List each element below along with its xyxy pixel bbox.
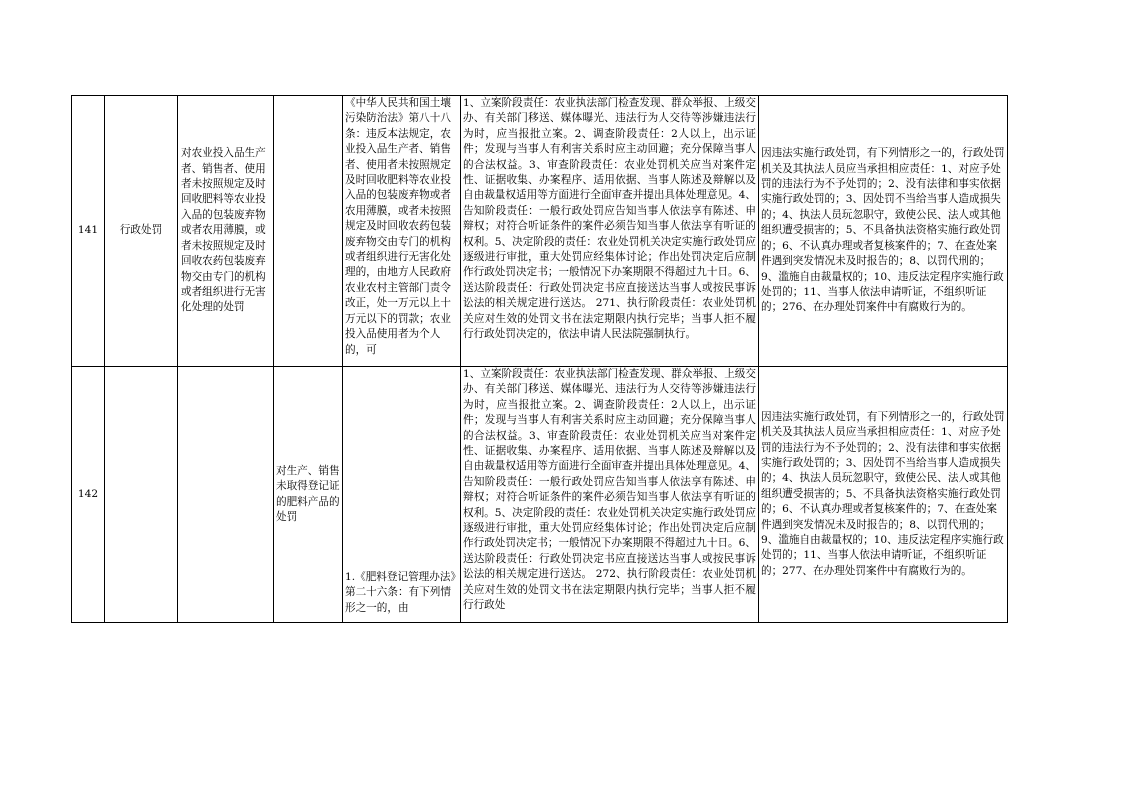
row-category: 行政处罚 [105, 96, 178, 367]
row-accountability [759, 367, 1008, 623]
row-responsibility [461, 367, 759, 623]
row-responsibility [461, 96, 759, 367]
row-item-text: 对农业投入品生产者、销售者、使用者未按照规定及时回收肥料等农业投入品的包装废弃物或者农用薄膜，或者未按照规定及时回收农药包装废弃物交由专门的机构或者组织进行无害化处理的处罚 [181, 147, 266, 314]
row-sub-item-text: 对生产、销售未取得登记证的肥料产品的处罚 [276, 464, 340, 523]
row-item-name [178, 367, 274, 623]
row-sub-item [274, 96, 343, 367]
row-responsibility-text: 1、立案阶段责任：农业执法部门检查发现、群众举报、上级交办、有关部门移送、媒体曝光、违法行为人交待等涉嫌违法行为时，应当报批立案。2、调查阶段责任：2人以上，出示证件；发现与当事人有利害关系时应主动回避；充分保障当事人的合法权益。3、审查阶段责任：农业处罚机关应当对案件定性、证据收集、办案程序、适用依据、当事人陈述及辩解以及自由裁量权适用等方面进行全面审查并提出具体处理意见。4、告知阶段责任：一般行政处罚应告知当事人依法享有陈述、申辩权；对符合听证条件的案件必须告知当事人依法享有听证的权利。5、决定阶段的责任：农业处罚机关决定实施行政处罚应逐级进行审批，重大处罚应经集体讨论；作出处罚决定后应制作行政处罚决定书；一般情况下办案期限不得超过九十日。6、送达阶段责任：行政处罚决定书应直接送达当事人或按民事诉讼法的相关规定进行送达。 272、执行阶段责任：农业处罚机关应对生效的处罚文书在法定期限内执行完毕；当事人拒不履行行政处 [463, 368, 756, 612]
row-accountability-text: 因违法实施行政处罚，有下列情形之一的，行政处罚机关及其执法人员应当承担相应责任：1、对应予处罚的违法行为不予处罚的；2、没有法律和事实依据实施行政处罚的；3、因处罚不当给当事人造成损失的；4、执法人员玩忽职守，致使公民、法人或其他组织遭受损害的；5、不具备执法资格实施行政处罚的；6、不认真办理或者复核案件的；7、在查处案件遇到突发情况未及时报告的；8、以罚代刑的；9、滥施自由裁量权的；10、违反法定程序实施行政处罚的；11、当事人依法申请听证，不组织听证的；277、在办理处罚案件中有腐败行为的。 [761, 410, 1005, 577]
row-legal-basis-text: 1.《肥料登记管理办法》第二十六条：有下列情形之一的，由 [345, 571, 456, 614]
row-legal-basis [343, 96, 461, 367]
table-row [72, 96, 1008, 367]
duty-table [71, 95, 1008, 623]
row-number: 142 [72, 367, 105, 623]
row-responsibility-text: 1、立案阶段责任：农业执法部门检查发现、群众举报、上级交办、有关部门移送、媒体曝光、违法行为人交待等涉嫌违法行为时，应当报批立案。2、调查阶段责任：2人以上，出示证件；发现与当事人有利害关系时应主动回避；充分保障当事人的合法权益。3、审查阶段责任：农业处罚机关应当对案件定性、证据收集、办案程序、适用依据、当事人陈述及辩解以及自由裁量权适用等方面进行全面审查并提出具体处理意见。4、告知阶段责任：一般行政处罚应告知当事人依法享有陈述、申辩权；对符合听证条件的案件必须告知当事人依法享有听证的权利。5、决定阶段的责任：农业处罚机关决定实施行政处罚应逐级进行审批，重大处罚应经集体讨论；作出处罚决定后应制作行政处罚决定书；一般情况下办案期限不得超过九十日。6、送达阶段责任：行政处罚决定书应直接送达当事人或按民事诉讼法的相关规定进行送达。 271、执行阶段责任：农业处罚机关应对生效的处罚文书在法定期限内执行完毕；当事人拒不履行行政处罚决定的，依法申请人民法院强制执行。 [463, 97, 756, 341]
row-sub-item [274, 367, 343, 623]
row-legal-basis-text: 《中华人民共和国土壤污染防治法》第八十八条：违反本法规定，农业投入品生产者、销售者、使用者未按照规定及时回收肥料等农业投入品的包装废弃物或者农用薄膜，或者未按照规定及时回收农药包装废弃物交由专门的机构或者组织进行无害化处理的，由地方人民政府农业农村主管部门责令改正，处一万元以上十万元以下的罚款；农业投入品使用者为个人的，可 [345, 97, 451, 356]
row-accountability [759, 96, 1008, 367]
row-number: 141 [72, 96, 105, 367]
table-row [72, 367, 1008, 623]
row-category [105, 367, 178, 623]
row-accountability-text: 因违法实施行政处罚，有下列情形之一的，行政处罚机关及其执法人员应当承担相应责任：1、对应予处罚的违法行为不予处罚的；2、没有法律和事实依据实施行政处罚的；3、因处罚不当给当事人造成损失的；4、执法人员玩忽职守，致使公民、法人或其他组织遭受损害的；5、不具备执法资格实施行政处罚的；6、不认真办理或者复核案件的；7、在查处案件遇到突发情况未及时报告的；8、以罚代刑的；9、滥施自由裁量权的；10、违反法定程序实施行政处罚的；11、当事人依法申请听证，不组织听证的；276、在办理处罚案件中有腐败行为的。 [761, 147, 1005, 314]
row-legal-basis [343, 367, 461, 623]
row-item-name [178, 96, 274, 367]
